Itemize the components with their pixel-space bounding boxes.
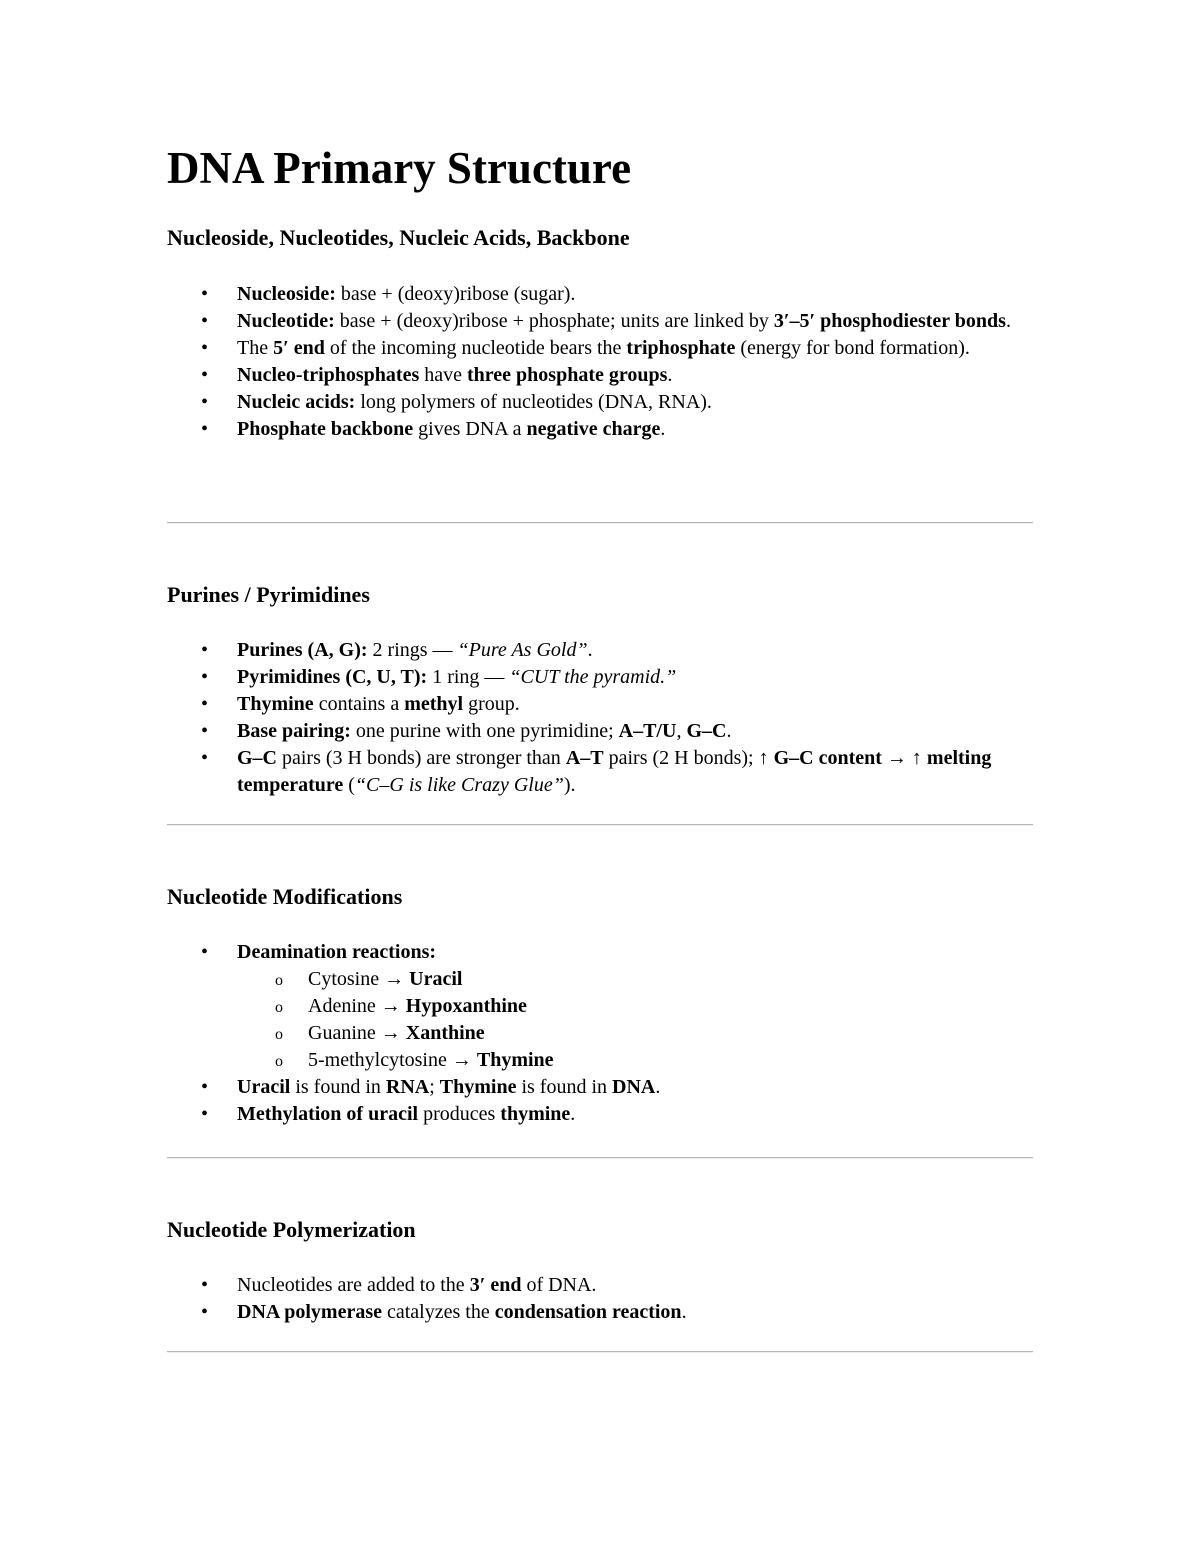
bold-text: Phosphate backbone (237, 418, 414, 440)
bold-text: Thymine (439, 1076, 517, 1098)
text-run: Nucleotides are added to the (237, 1274, 470, 1296)
bold-text: DNA (612, 1076, 656, 1098)
section-heading-backbone: Nucleoside, Nucleotides, Nucleic Acids, Backbone (167, 225, 630, 250)
text-run: catalyzes the (381, 1301, 495, 1323)
text-run: . (570, 1103, 576, 1125)
bold-text: 5′ end (273, 337, 325, 359)
text-run: 2 rings — (367, 639, 458, 661)
text-run: . (587, 639, 593, 661)
text-run: ; (429, 1076, 440, 1098)
bold-text: RNA (385, 1076, 430, 1098)
bold-text: A–T/U (618, 720, 677, 742)
list-item (167, 308, 1047, 335)
list-item (167, 281, 1047, 308)
list-item (167, 1272, 1047, 1299)
text-run: Adenine → (308, 995, 406, 1017)
text-run: . (660, 418, 666, 440)
text-run: long polymers of nucleotides (DNA, RNA). (355, 391, 712, 413)
italic-text: “Pure As Gold” (457, 639, 588, 661)
bold-text: 3′–5′ phosphodiester bonds (773, 310, 1006, 332)
text-run: one purine with one pyrimidine; (350, 720, 619, 742)
bold-text: Deamination reactions: (237, 941, 437, 963)
text-run: of the incoming nucleotide bears the (324, 337, 627, 359)
text-run: . (655, 1076, 661, 1098)
list-item (167, 1299, 1047, 1326)
list-item (167, 939, 1047, 1074)
bold-text: condensation reaction (494, 1301, 682, 1323)
bold-text: G–C (237, 747, 277, 769)
bold-text: Purines (A, G): (237, 639, 368, 661)
bold-text: Thymine (476, 1049, 554, 1071)
text-run: group. (463, 693, 520, 715)
bold-text: Xanthine (405, 1022, 485, 1044)
text-run: Guanine → (308, 1022, 406, 1044)
bold-text: A–T (565, 747, 604, 769)
bold-text: Pyrimidines (C, U, T): (237, 666, 428, 688)
bold-text: negative charge (526, 418, 661, 440)
section-divider (167, 1351, 1033, 1353)
sub-list-item (237, 966, 1047, 993)
text-run: . (1005, 310, 1011, 332)
bold-text: Uracil (237, 1076, 291, 1098)
bold-text: Nucleoside: (237, 283, 336, 305)
text-run: base + (deoxy)ribose (sugar). (335, 283, 576, 305)
bullet-list-modifications (167, 939, 1047, 1128)
list-item (167, 691, 1047, 718)
bullet-list-purines (167, 637, 1047, 799)
text-run: (energy for bond formation). (735, 337, 970, 359)
text-run: contains a (313, 693, 405, 715)
bold-text: Hypoxanthine (405, 995, 527, 1017)
list-item (167, 389, 1047, 416)
bold-text: thymine (500, 1103, 571, 1125)
page-title: DNA Primary Structure (167, 143, 632, 193)
section-divider (167, 824, 1033, 826)
text-run: 5-methylcytosine → (308, 1049, 477, 1071)
bold-text: DNA polymerase (237, 1301, 382, 1323)
list-item (167, 416, 1047, 443)
text-run: have (419, 364, 467, 386)
text-run: , (676, 720, 687, 742)
bold-text: methyl (404, 693, 464, 715)
text-run: is found in (290, 1076, 386, 1098)
list-item (167, 718, 1047, 745)
bold-text: Nucleo-triphosphates (237, 364, 420, 386)
list-item (167, 664, 1047, 691)
sub-list (237, 966, 1047, 1074)
text-run: . (667, 364, 673, 386)
text-run: → ↑ (881, 747, 927, 769)
bold-text: Nucleic acids: (237, 391, 356, 413)
list-item (167, 637, 1047, 664)
section-heading-polymerization: Nucleotide Polymerization (167, 1217, 416, 1242)
bold-text: triphosphate (626, 337, 736, 359)
section-divider (167, 522, 1033, 524)
sub-list-item (237, 993, 1047, 1020)
text-run: Cytosine → (308, 968, 410, 990)
bold-text: Nucleotide: (237, 310, 335, 332)
bold-text: melting temperature (237, 747, 992, 796)
italic-text: “CUT the pyramid.” (509, 666, 677, 688)
bold-text: Methylation of uracil (237, 1103, 419, 1125)
list-item (167, 335, 1047, 362)
list-item (167, 1074, 1047, 1101)
text-run: 1 ring — (427, 666, 510, 688)
list-item (167, 1101, 1047, 1128)
text-run: . (726, 720, 732, 742)
bold-text: G–C content (773, 747, 882, 769)
bold-text: Uracil (409, 968, 463, 990)
text-run: . (681, 1301, 687, 1323)
section-heading-purines: Purines / Pyrimidines (167, 582, 370, 607)
bold-text: three phosphate groups (467, 364, 668, 386)
text-run: pairs (3 H bonds) are stronger than (277, 747, 566, 769)
text-run: of DNA. (521, 1274, 597, 1296)
bold-text: 3′ end (469, 1274, 522, 1296)
text-run: ). (563, 774, 576, 796)
sub-list-item (237, 1020, 1047, 1047)
bold-text: G–C (686, 720, 727, 742)
bullet-list-polymerization (167, 1272, 1047, 1326)
text-run: pairs (2 H bonds); ↑ (603, 747, 774, 769)
text-run: produces (418, 1103, 501, 1125)
text-run: is found in (516, 1076, 613, 1098)
text-run: base + (deoxy)ribose + phosphate; units are linked by (334, 310, 774, 332)
text-run: ( (343, 774, 355, 796)
italic-text: “C–G is like Crazy Glue” (354, 774, 564, 796)
sub-list-item (237, 1047, 1047, 1074)
list-item (167, 745, 1047, 799)
section-divider (167, 1157, 1033, 1159)
section-heading-modifications: Nucleotide Modifications (167, 884, 403, 909)
text-run: The (237, 337, 274, 359)
bullet-list-backbone (167, 281, 1047, 443)
text-run: gives DNA a (413, 418, 527, 440)
bold-text: Thymine (237, 693, 314, 715)
list-item (167, 362, 1047, 389)
bold-text: Base pairing: (237, 720, 351, 742)
